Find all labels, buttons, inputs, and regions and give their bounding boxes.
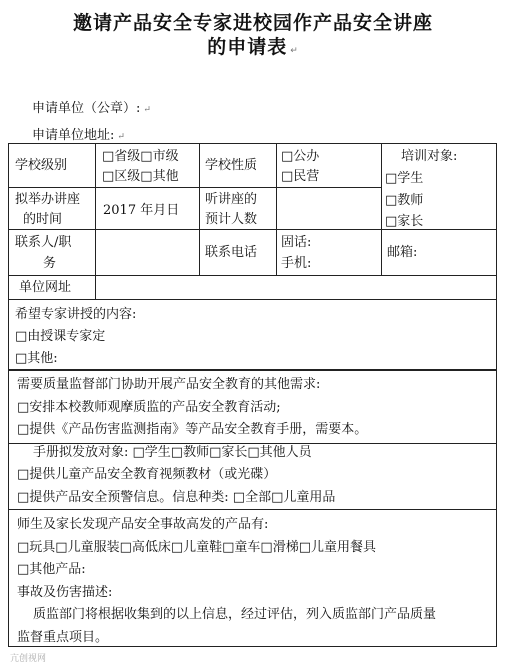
column-divider: [276, 144, 277, 275]
column-divider: [381, 144, 382, 275]
needs-option-handbook[interactable]: □提供《产品伤害监测指南》等产品安全教育手册，需要本。: [17, 422, 368, 437]
row-divider: [9, 275, 496, 276]
form-title-line-2: [0, 32, 506, 59]
needs-heading: 需要质量监督部门协助开展产品安全教育的其他需求:: [17, 377, 321, 392]
audience-label: 培训对象:: [401, 149, 458, 164]
evaluation-note-line-1: 质监部门将根据收集到的以上信息，经过评估，列入质监部门产品质量: [33, 607, 437, 622]
lecture-date-value[interactable]: 2017 年月日: [103, 203, 180, 218]
lecture-date-label-1: 拟举办讲座: [15, 192, 81, 207]
type-option-private[interactable]: □民营: [281, 169, 320, 184]
phone-label: 联系电话: [205, 245, 258, 260]
topic-heading: 希望专家讲授的内容:: [15, 307, 137, 322]
website-label: 单位网址: [19, 280, 72, 295]
watermark-text: 亢创视网: [10, 654, 47, 664]
mobile-field[interactable]: 手机:: [281, 256, 312, 271]
school-level-label: 学校级别: [15, 158, 68, 173]
row-divider: [9, 187, 381, 188]
level-option-row-1[interactable]: □省级□市级: [102, 149, 179, 164]
applicant-label: 申请单位（公章）:: [32, 101, 141, 116]
incident-description-label: 事故及伤害描述:: [17, 584, 113, 600]
website-field[interactable]: [105, 278, 485, 297]
type-option-public[interactable]: □公办: [281, 149, 320, 164]
topic-option-other[interactable]: □其他:: [15, 351, 58, 366]
form-title-text-1: 邀请产品安全专家进校园作产品安全讲座: [72, 12, 433, 34]
row-divider: [9, 299, 496, 300]
attendees-label-2: 预计人数: [205, 212, 258, 227]
topic-option-expert[interactable]: □由授课专家定: [15, 329, 106, 344]
column-divider: [95, 144, 96, 299]
applicant-field[interactable]: [32, 97, 151, 116]
lecture-date-label-2: 的时间: [23, 212, 63, 227]
needs-option-alerts[interactable]: □提供产品安全预警信息。信息种类: □全部□儿童用品: [17, 489, 336, 505]
handbook-audience[interactable]: 手册拟发放对象: □学生□教师□家长□其他人员: [33, 444, 312, 460]
products-heading: 师生及家长发现产品安全事故高发的产品有:: [17, 517, 269, 532]
products-section: [8, 510, 497, 647]
contact-label-2: 务: [43, 256, 57, 271]
paragraph-mark-icon: ↵: [290, 46, 299, 56]
level-option-row-2[interactable]: □区级□其他: [102, 169, 179, 184]
column-divider: [199, 144, 200, 275]
form-title-text-2: 的申请表: [207, 36, 288, 58]
address-label: 申请单位地址:: [32, 128, 115, 143]
paragraph-mark-icon: ↵: [143, 105, 151, 115]
audience-option-teachers[interactable]: □教师: [385, 193, 424, 208]
address-field[interactable]: [32, 124, 125, 143]
landline-field[interactable]: 固话:: [281, 235, 312, 250]
products-other[interactable]: □其他产品:: [17, 562, 86, 577]
needs-section: [8, 369, 497, 510]
products-options[interactable]: □玩具□儿童服装□高低床□儿童鞋□童车□滑梯□儿童用餐具: [17, 539, 376, 555]
audience-option-parents[interactable]: □家长: [385, 214, 424, 229]
evaluation-note-line-2: 监督重点项目。: [17, 629, 109, 645]
attendees-label-1: 听讲座的: [205, 192, 258, 207]
needs-option-observe[interactable]: □安排本校教师观摩质监的产品安全教育活动;: [17, 399, 281, 415]
school-type-label: 学校性质: [205, 158, 258, 173]
audience-option-students[interactable]: □学生: [385, 171, 424, 186]
needs-option-video[interactable]: □提供儿童产品安全教育视频教材（或光碟）: [17, 467, 277, 482]
email-field[interactable]: 邮箱:: [387, 245, 418, 260]
contact-label-1: 联系人/职: [15, 235, 72, 250]
paragraph-mark-icon: ↵: [117, 132, 125, 142]
form-title-line-1: [0, 8, 506, 35]
